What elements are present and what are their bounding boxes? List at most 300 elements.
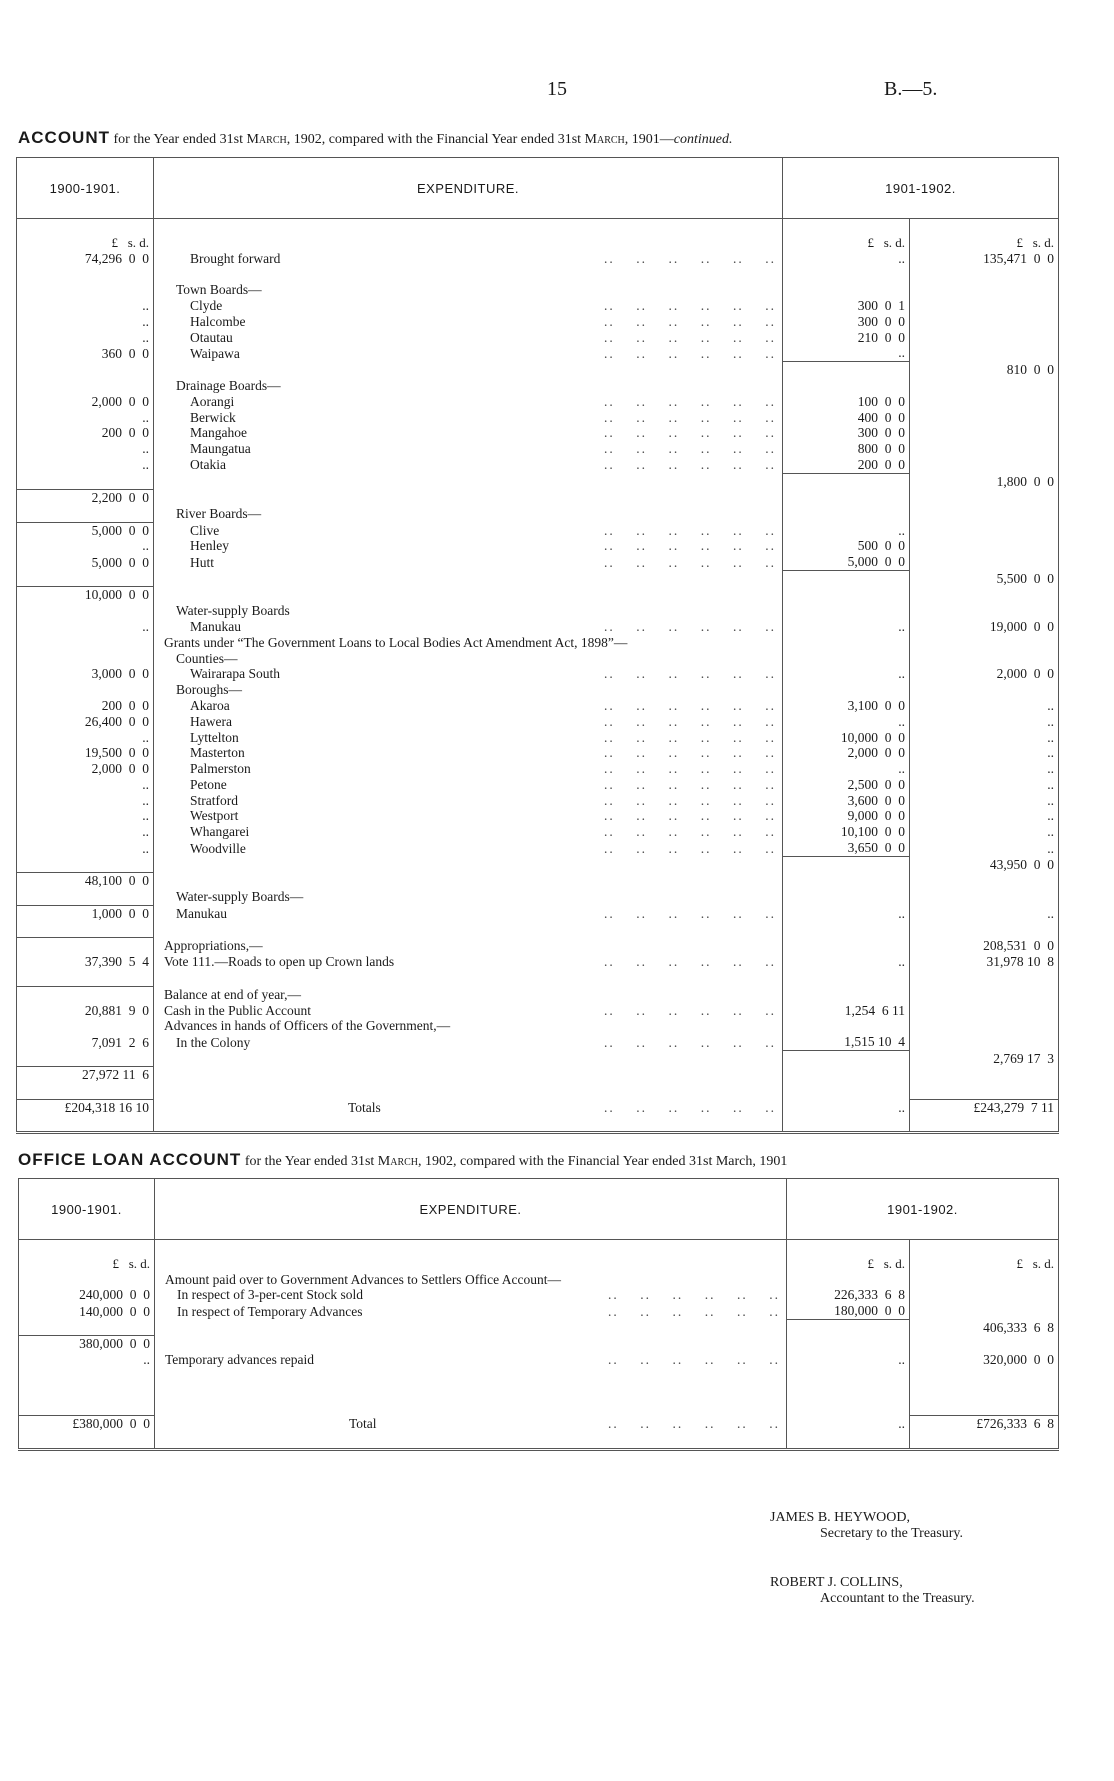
curr-year-total-amount: 1,800 0 0 — [996, 473, 1054, 489]
title-part: , 1902, compared with the Financial Year ended 31st March, 1901 — [418, 1154, 788, 1169]
prev-year-amount — [17, 635, 154, 651]
item-label: Boroughs— — [176, 682, 243, 698]
dot-leader: .. .. .. .. .. .. — [608, 1287, 780, 1303]
curr-year-total-amount: 208,531 0 0 — [983, 938, 1054, 954]
item-label: Aorangi — [190, 393, 235, 409]
table-row — [17, 761, 1059, 777]
expenditure-item — [154, 777, 783, 793]
col-curr-year: 1901-1902. — [787, 1179, 1059, 1240]
item-label: Wairarapa South — [190, 666, 281, 682]
item-label: In respect of Temporary Advances — [177, 1303, 363, 1319]
item-label: In respect of 3-per-cent Stock sold — [177, 1287, 364, 1303]
expenditure-item — [154, 282, 783, 298]
prev-year-amount — [17, 571, 154, 587]
table-row — [17, 314, 1059, 330]
table-row — [17, 1067, 1059, 1083]
dot-leader: .. .. .. .. .. .. — [604, 745, 776, 761]
table-row — [17, 410, 1059, 426]
item-label: Masterton — [190, 745, 245, 761]
dot-leader: .. .. .. .. .. .. — [604, 840, 776, 856]
expenditure-item — [154, 619, 783, 635]
expenditure-item — [155, 1287, 787, 1303]
curr-year-detail-amount: .. — [783, 714, 910, 730]
item-label: Stratford — [190, 792, 238, 808]
dot-leader: .. .. .. .. .. .. — [604, 409, 776, 425]
unit-header: £ s. d. — [1016, 1255, 1054, 1271]
item-label — [158, 571, 176, 586]
prev-year-amount: 19,500 0 0 — [17, 745, 154, 761]
curr-year-detail-amount — [783, 856, 910, 872]
table-row — [17, 666, 1059, 682]
signature-block — [770, 1510, 963, 1542]
expenditure-item — [155, 1352, 787, 1368]
item-label: Petone — [190, 776, 227, 792]
item-label: Henley — [190, 538, 229, 554]
expenditure-item — [154, 651, 783, 667]
dot-leader: .. .. .. .. .. .. — [604, 905, 776, 921]
prev-year-amount: .. — [17, 619, 154, 635]
curr-year-detail-amount: 226,333 6 8 — [787, 1287, 910, 1303]
table-row — [17, 473, 1059, 489]
item-label — [159, 1320, 177, 1335]
curr-year-total-amount — [910, 1336, 1059, 1352]
title-continued: continued. — [673, 132, 733, 147]
curr-year-total-amount: .. — [1047, 808, 1054, 824]
curr-year-total-amount — [910, 1303, 1059, 1319]
curr-year-detail-amount: 1,254 6 11 — [783, 1003, 910, 1019]
table-row — [17, 378, 1059, 394]
table-row — [17, 1050, 1059, 1066]
table-row — [17, 730, 1059, 746]
table-row — [17, 619, 1059, 635]
expenditure-item — [154, 824, 783, 840]
dot-leader: .. .. .. .. .. .. — [604, 345, 776, 361]
curr-year-total-amount — [910, 378, 1059, 394]
curr-year-total-amount — [910, 651, 1059, 667]
curr-year-total-amount — [910, 394, 1059, 410]
curr-year-total-amount — [910, 986, 1059, 1002]
prev-year-amount: 380,000 0 0 — [19, 1336, 155, 1352]
expenditure-item — [154, 1050, 783, 1066]
curr-year-detail-amount: .. — [783, 954, 910, 970]
expenditure-item — [155, 1272, 787, 1288]
expenditure-item — [154, 1067, 783, 1083]
prev-year-amount: 2,000 0 0 — [17, 394, 154, 410]
prev-year-amount: 200 0 0 — [17, 698, 154, 714]
table-row — [19, 1368, 1059, 1384]
dot-leader: .. .. .. .. .. .. — [604, 618, 776, 634]
item-label: Advances in hands of Officers of the Government,— — [164, 1018, 451, 1034]
expenditure-item — [154, 682, 783, 698]
page-number: 15 — [547, 78, 567, 100]
item-label: Water-supply Boards— — [176, 889, 304, 905]
curr-year-detail-amount: .. — [783, 1099, 910, 1115]
curr-year-total-amount: .. — [1047, 697, 1054, 713]
item-label: Amount paid over to Government Advances to Settlers Office Account— — [165, 1271, 562, 1287]
prev-year-amount: .. — [19, 1352, 155, 1368]
prev-year-amount: 27,972 11 6 — [17, 1067, 154, 1083]
curr-year-detail-amount: .. — [783, 619, 910, 635]
table-row — [19, 1272, 1059, 1288]
expenditure-item — [154, 840, 783, 856]
dot-leader: .. .. .. .. .. .. — [604, 954, 776, 970]
curr-year-total-amount — [910, 457, 1059, 473]
table-row — [17, 954, 1059, 970]
curr-year-detail-amount: .. — [787, 1352, 910, 1368]
account-title-bold: ACCOUNT — [18, 128, 110, 147]
curr-year-total-amount — [910, 889, 1059, 905]
table-row — [17, 362, 1059, 378]
expenditure-item — [154, 954, 783, 970]
table-row — [17, 873, 1059, 889]
curr-year-detail-amount — [783, 873, 910, 889]
prev-year-amount — [17, 506, 154, 522]
prev-year-amount: 5,000 0 0 — [17, 554, 154, 570]
curr-year-total-amount — [910, 330, 1059, 346]
signature-block — [770, 1575, 975, 1607]
curr-year-detail-amount — [787, 1272, 910, 1288]
curr-year-total-amount: 19,000 0 0 — [989, 618, 1054, 634]
curr-year-detail-amount — [783, 889, 910, 905]
unit-header: £ s. d. — [787, 1256, 910, 1272]
dot-leader: .. .. .. .. .. .. — [604, 729, 776, 745]
prev-year-amount: 48,100 0 0 — [17, 873, 154, 889]
expenditure-item — [154, 441, 783, 457]
curr-year-total-amount: .. — [1047, 745, 1054, 761]
curr-year-detail-amount: .. — [787, 1416, 910, 1432]
item-label: Manukau — [190, 618, 241, 634]
table-row — [17, 603, 1059, 619]
table-row — [17, 538, 1059, 554]
curr-year-detail-amount: .. — [783, 905, 910, 921]
table-row — [17, 777, 1059, 793]
dot-leader: .. .. .. .. .. .. — [604, 1034, 776, 1050]
dot-leader: .. .. .. .. .. .. — [604, 425, 776, 441]
table-row — [17, 651, 1059, 667]
item-label: Total — [349, 1416, 377, 1432]
curr-year-total-amount — [910, 1272, 1059, 1288]
table-row — [17, 682, 1059, 698]
expenditure-item — [154, 587, 783, 603]
item-label — [158, 490, 176, 505]
expenditure-item — [154, 506, 783, 522]
item-label: Totals — [348, 1099, 381, 1115]
prev-year-amount — [17, 378, 154, 394]
expenditure-item — [154, 345, 783, 361]
prev-year-amount: 3,000 0 0 — [17, 666, 154, 682]
curr-year-detail-amount — [783, 635, 910, 651]
table-row — [17, 587, 1059, 603]
title-part: , 1901— — [624, 132, 674, 147]
item-label: River Boards— — [176, 506, 262, 522]
table-row — [17, 808, 1059, 824]
curr-year-detail-amount: 1,515 10 4 — [783, 1034, 910, 1050]
dot-leader: .. .. .. .. .. .. — [604, 824, 776, 840]
expenditure-item — [155, 1303, 787, 1319]
curr-year-total-amount: 5,500 0 0 — [996, 571, 1054, 587]
curr-year-detail-amount: .. — [783, 666, 910, 682]
curr-year-total-amount — [910, 1067, 1059, 1083]
dot-leader: .. .. .. .. .. .. — [604, 457, 776, 473]
item-label: Brought forward — [190, 250, 281, 266]
expenditure-item — [154, 938, 783, 954]
table-row — [17, 856, 1059, 872]
table-row — [17, 824, 1059, 840]
curr-year-detail-amount: 300 0 0 — [783, 425, 910, 441]
prev-year-amount: 5,000 0 0 — [17, 522, 154, 538]
dot-leader: .. .. .. .. .. .. — [604, 393, 776, 409]
item-label: Balance at end of year,— — [164, 986, 302, 1002]
dot-leader: .. .. .. .. .. .. — [604, 1099, 776, 1115]
title-part: for the Year ended 31st — [113, 132, 243, 147]
curr-year-detail-amount — [783, 378, 910, 394]
prev-year-amount — [17, 986, 154, 1002]
curr-year-detail-amount — [783, 1018, 910, 1034]
dot-leader: .. .. .. .. .. .. — [604, 297, 776, 313]
curr-year-detail-amount: 2,000 0 0 — [783, 745, 910, 761]
account-table — [16, 157, 1059, 1134]
item-label: Counties— — [176, 650, 238, 666]
title-part: for the Year ended 31st — [244, 1154, 375, 1169]
prev-year-amount: .. — [17, 538, 154, 554]
curr-year-detail-amount: 180,000 0 0 — [787, 1303, 910, 1319]
expenditure-item — [154, 473, 783, 489]
prev-year-amount: .. — [17, 777, 154, 793]
table-row — [17, 840, 1059, 856]
curr-year-total-amount: .. — [1047, 761, 1054, 777]
curr-year-detail-amount — [783, 571, 910, 587]
curr-year-detail-amount: 2,500 0 0 — [783, 777, 910, 793]
col-curr-year: 1901-1902. — [783, 158, 1059, 219]
unit-header: £ s. d. — [783, 235, 910, 251]
unit-header: £ s. d. — [17, 235, 154, 251]
prev-year-amount — [17, 282, 154, 298]
item-label: Halcombe — [190, 313, 246, 329]
item-label: Akaroa — [190, 697, 230, 713]
expenditure-item — [154, 490, 783, 506]
expenditure-item — [154, 378, 783, 394]
table-row — [19, 1352, 1059, 1368]
expenditure-item — [154, 714, 783, 730]
curr-year-total-amount: .. — [1047, 905, 1054, 921]
table-row — [17, 1034, 1059, 1050]
dot-leader: .. .. .. .. .. .. — [604, 808, 776, 824]
office-loan-table — [18, 1178, 1059, 1451]
curr-year-total-amount — [910, 314, 1059, 330]
item-label: Woodville — [190, 840, 246, 856]
curr-year-detail-amount: .. — [783, 251, 910, 267]
curr-year-detail-amount — [787, 1319, 910, 1335]
table-row — [17, 457, 1059, 473]
item-label: Drainage Boards— — [176, 377, 281, 393]
prev-year-amount: 2,000 0 0 — [17, 761, 154, 777]
expenditure-item — [154, 1034, 783, 1050]
col-expenditure: EXPENDITURE. — [155, 1179, 787, 1240]
item-label: Temporary advances repaid — [165, 1352, 314, 1368]
curr-year-detail-amount — [783, 587, 910, 603]
item-label: Hawera — [190, 713, 232, 729]
dot-leader: .. .. .. .. .. .. — [604, 329, 776, 345]
curr-year-detail-amount: 10,000 0 0 — [783, 730, 910, 746]
prev-year-amount: 74,296 0 0 — [17, 251, 154, 267]
curr-year-total-amount: 31,978 10 8 — [986, 954, 1054, 970]
expenditure-item — [154, 362, 783, 378]
item-label — [158, 587, 176, 602]
curr-year-total-amount — [910, 522, 1059, 538]
page-reference: B.—5. — [884, 78, 938, 100]
dot-leader: .. .. .. .. .. .. — [604, 792, 776, 808]
curr-year-total-amount: 406,333 6 8 — [983, 1319, 1054, 1335]
signatory-name: JAMES B. HEYWOOD, — [770, 1510, 910, 1525]
prev-year-amount: 360 0 0 — [17, 345, 154, 361]
curr-year-detail-amount — [783, 651, 910, 667]
signatory-title: Accountant to the Treasury. — [820, 1591, 975, 1606]
table-row — [19, 1399, 1059, 1415]
dot-leader: .. .. .. .. .. .. — [604, 313, 776, 329]
table-row — [17, 571, 1059, 587]
expenditure-item — [154, 698, 783, 714]
curr-year-total-amount: £726,333 6 8 — [910, 1416, 1059, 1432]
col-prev-year: 1900-1901. — [17, 158, 154, 219]
curr-year-total-amount — [910, 1003, 1059, 1019]
item-label: In the Colony — [176, 1034, 251, 1050]
table-row — [17, 425, 1059, 441]
table-row — [17, 330, 1059, 346]
item-label: Westport — [190, 808, 239, 824]
expenditure-item — [154, 330, 783, 346]
unit-header: £ s. d. — [1016, 234, 1054, 250]
table-row — [17, 506, 1059, 522]
table-row — [17, 522, 1059, 538]
table-row — [19, 1303, 1059, 1319]
table-row — [17, 266, 1059, 282]
table-row — [19, 1416, 1059, 1432]
expenditure-item — [154, 522, 783, 538]
table-row — [17, 986, 1059, 1002]
curr-year-detail-amount: 9,000 0 0 — [783, 808, 910, 824]
curr-year-total-amount: 43,950 0 0 — [989, 856, 1054, 872]
prev-year-amount — [17, 938, 154, 954]
expenditure-item — [154, 986, 783, 1002]
expenditure-item — [154, 856, 783, 872]
dot-leader: .. .. .. .. .. .. — [604, 697, 776, 713]
prev-year-amount — [17, 473, 154, 489]
expenditure-item — [154, 761, 783, 777]
curr-year-total-amount: £243,279 7 11 — [910, 1099, 1059, 1115]
expenditure-item — [154, 873, 783, 889]
curr-year-detail-amount — [787, 1336, 910, 1352]
curr-year-total-amount: .. — [1047, 713, 1054, 729]
dot-leader: .. .. .. .. .. .. — [604, 666, 776, 682]
expenditure-item — [154, 603, 783, 619]
curr-year-detail-amount — [783, 682, 910, 698]
table-row — [17, 698, 1059, 714]
curr-year-detail-amount: .. — [783, 761, 910, 777]
expenditure-item — [154, 554, 783, 570]
expenditure-item — [154, 251, 783, 267]
curr-year-total-amount: 810 0 0 — [1006, 362, 1054, 378]
table-row — [17, 1018, 1059, 1034]
signatory-title: Secretary to the Treasury. — [820, 1526, 963, 1541]
curr-year-detail-amount: 210 0 0 — [783, 330, 910, 346]
expenditure-item — [154, 793, 783, 809]
title-part: , 1902, compared with the Financial Year ended 31st — [286, 132, 582, 147]
item-label: Otakia — [190, 457, 226, 473]
prev-year-amount: .. — [17, 808, 154, 824]
curr-year-detail-amount: 300 0 1 — [783, 298, 910, 314]
prev-year-amount — [17, 651, 154, 667]
item-label: Cash in the Public Account — [164, 1002, 311, 1018]
curr-year-detail-amount: 400 0 0 — [783, 410, 910, 426]
prev-year-amount — [19, 1272, 155, 1288]
curr-year-total-amount: .. — [1047, 776, 1054, 792]
curr-year-total-amount — [910, 506, 1059, 522]
item-label: Whangarei — [190, 824, 250, 840]
curr-year-total-amount — [910, 1034, 1059, 1050]
expenditure-item — [154, 394, 783, 410]
curr-year-total-amount — [910, 603, 1059, 619]
dot-leader: .. .. .. .. .. .. — [608, 1416, 780, 1432]
dot-leader: .. .. .. .. .. .. — [608, 1352, 780, 1368]
prev-year-amount — [17, 856, 154, 872]
prev-year-amount: 240,000 0 0 — [19, 1287, 155, 1303]
prev-year-amount: .. — [17, 441, 154, 457]
prev-year-amount — [17, 889, 154, 905]
table-row — [17, 490, 1059, 506]
table-row — [19, 1287, 1059, 1303]
item-label — [159, 1336, 177, 1351]
prev-year-amount — [17, 1018, 154, 1034]
curr-year-total-amount: 2,769 17 3 — [993, 1050, 1054, 1066]
table-row — [17, 282, 1059, 298]
prev-year-amount: .. — [17, 840, 154, 856]
item-label: Manukau — [176, 905, 227, 921]
prev-year-amount: 20,881 9 0 — [17, 1003, 154, 1019]
table-row — [17, 714, 1059, 730]
prev-year-amount: 2,200 0 0 — [17, 490, 154, 506]
expenditure-item — [154, 410, 783, 426]
curr-year-detail-amount: 800 0 0 — [783, 441, 910, 457]
expenditure-item — [154, 730, 783, 746]
curr-year-total-amount — [910, 538, 1059, 554]
item-label — [158, 362, 176, 377]
item-label — [158, 873, 176, 888]
curr-year-total-amount — [910, 635, 1059, 651]
curr-year-detail-amount: 200 0 0 — [783, 457, 910, 473]
table-row — [17, 554, 1059, 570]
item-label: Berwick — [190, 409, 236, 425]
prev-year-amount: .. — [17, 298, 154, 314]
table-row — [17, 970, 1059, 986]
curr-year-total-amount — [910, 682, 1059, 698]
curr-year-detail-amount — [783, 1067, 910, 1083]
curr-year-detail-amount — [783, 490, 910, 506]
prev-year-amount: 26,400 0 0 — [17, 714, 154, 730]
prev-year-amount: £204,318 16 10 — [17, 1099, 154, 1115]
table-row — [17, 345, 1059, 361]
item-label: Grants under “The Government Loans to Local Bodies Act Amendment Act, 1898”— — [164, 634, 628, 650]
account-title — [18, 128, 733, 148]
curr-year-detail-amount — [783, 473, 910, 489]
prev-year-amount: .. — [17, 457, 154, 473]
curr-year-detail-amount: 5,000 0 0 — [783, 554, 910, 570]
expenditure-item — [155, 1416, 787, 1432]
prev-year-amount: .. — [17, 330, 154, 346]
prev-year-amount: .. — [17, 730, 154, 746]
prev-year-amount: 37,390 5 4 — [17, 954, 154, 970]
curr-year-detail-amount — [783, 1050, 910, 1066]
item-label: Palmerston — [190, 761, 251, 777]
